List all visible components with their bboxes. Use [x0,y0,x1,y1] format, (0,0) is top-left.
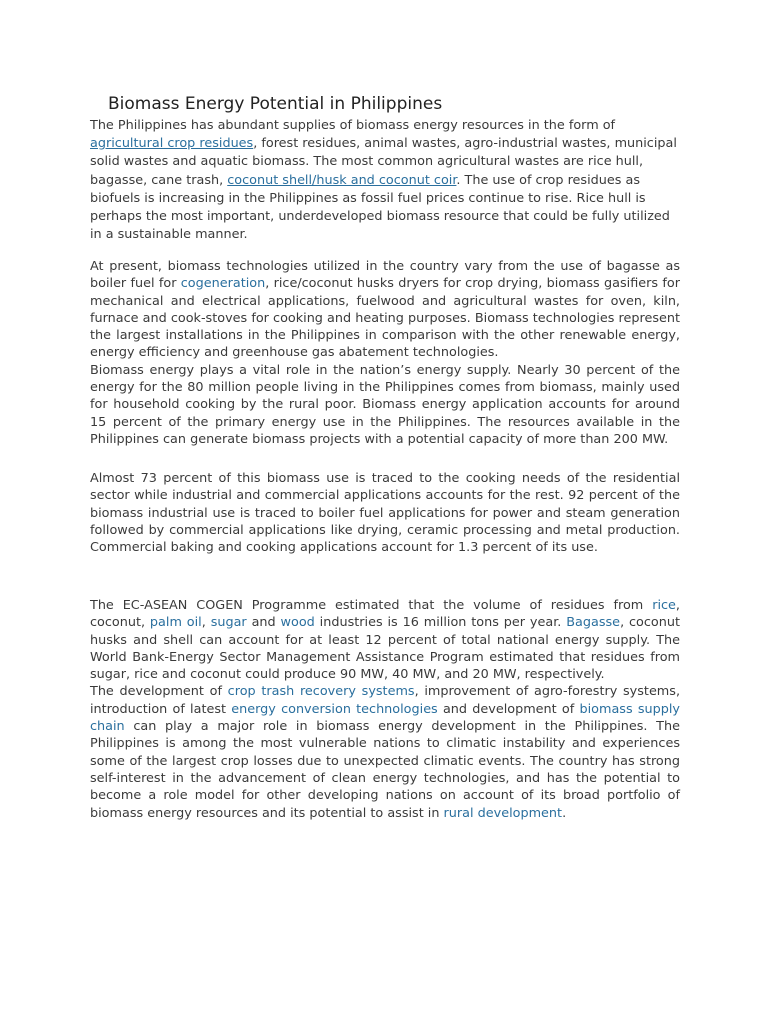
biomass-supply-chain-link[interactable]: biomass supply chain [90,701,680,735]
agricultural-crop-residues-link[interactable]: agricultural crop residues [90,136,254,152]
coconut-shell-husk-coir-link[interactable]: coconut shell/husk and coconut coir [227,172,457,188]
paragraph-text: , improvement of agro-forestry systems, introduction of latest [90,684,681,717]
residential-use-paragraph: Almost 73 percent of this biomass use is traced to the cooking needs of the residential sector while industrial and commercial applications accounts for the rest. 92 percent of the biomass industrial use is traced to boiler fuel applications for power and steam generation followed by commercial applications like drying, ceramic processing and metal production. Commercial baking and cooking applications account for 1.3 percent of its use. [90,471,680,556]
rice-link[interactable]: rice [652,598,676,613]
cogen-paragraph [90,597,680,822]
paragraph-block [90,683,680,821]
paragraph-text: , rice/coconut husks dryers for crop drying, biomass gasifiers for mechanical and electrical applications, fuelwood and agricultural wastes for oven, kiln, furnace and cook-stoves for cooking and heating purposes. Biomass technologies represent the largest installations in the Philippines in comparison with the other renewable energy, energy efficiency and greenhouse gas abatement technologies. [90,276,680,361]
rural-development-link[interactable]: rural development [443,805,563,821]
paragraph-block [90,258,680,362]
palm-oil-link[interactable]: palm oil [149,615,202,631]
paragraph-block [90,597,680,683]
paragraph-block: Biomass energy plays a vital role in the nation’s energy supply. Nearly 30 percent of the energy for the 80 million people living in the Philippines comes from biomass, mainly used for household cooking by the rural poor. Biomass energy application accounts for around 15 percent of the primary energy use in the Philippines. The resources available in the Philippines can generate biomass projects with a potential capacity of more than 200 MW. [90,362,680,447]
paragraph-text: , coconut husks and shell can account for at least 12 percent of total national energy supply. The World Bank-Energy Sector Management Assistance Program estimated that residues from sugar, rice and coconut could produce 90 MW, 40 MW, and 20 MW, respectively. [90,615,680,683]
paragraph-text: industries is 16 million tons per year. [314,615,567,631]
paragraph-text: The development of [90,684,228,700]
technologies-paragraph [90,258,680,448]
paragraph-text: . The use of crop residues as biofuels is increasing in the Philippines as fossil fuel prices continue to rise. Rice hull is perhaps the most important, underdeveloped biomass resource that could be fully utilized in a sustainable manner. [90,172,670,243]
paragraph-text: The EC-ASEAN COGEN Programme estimated that the volume of residues from [90,598,653,613]
paragraph-text: , forest residues, animal wastes, agro-industrial wastes, municipal solid wastes and aquatic biomass. The most common agricultural wastes are rice hull, bagasse, cane trash, [90,136,677,188]
paragraph-text: and [246,615,281,631]
energy-conversion-technologies-link[interactable]: energy conversion technologies [231,701,438,717]
cogeneration-link[interactable]: cogeneration [180,276,266,292]
paragraph-text: can play a major role in biomass energy development in the Philippines. The Philippines is among the most vulnerable nations to climatic instability and experiences some of the largest crop losses due to unexpected climatic events. The country has strong self-interest in the advancement of clean energy technologies, and has the potential to become a role model for other developing nations on account of its broad portfolio of biomass energy resources and its potential to assist in [90,719,680,821]
sugar-link[interactable]: sugar [210,615,247,631]
wood-link[interactable]: wood [280,615,315,631]
paragraph-text: , coconut, [90,598,680,631]
paragraph-text: At present, biomass technologies utilized in the country vary from the use of bagasse as boiler fuel for [90,259,680,292]
paragraph-text: The Philippines has abundant supplies of biomass energy resources in the form of [90,118,616,133]
bagasse-link[interactable]: Bagasse [566,615,621,631]
crop-trash-recovery-link[interactable]: crop trash recovery systems [227,684,415,700]
paragraph-text: and development of [437,701,580,717]
paragraph-text: . [562,805,567,821]
paragraph-text: , [201,615,211,631]
page-title: Biomass Energy Potential in Philippines [108,94,443,114]
intro-paragraph [90,117,680,244]
